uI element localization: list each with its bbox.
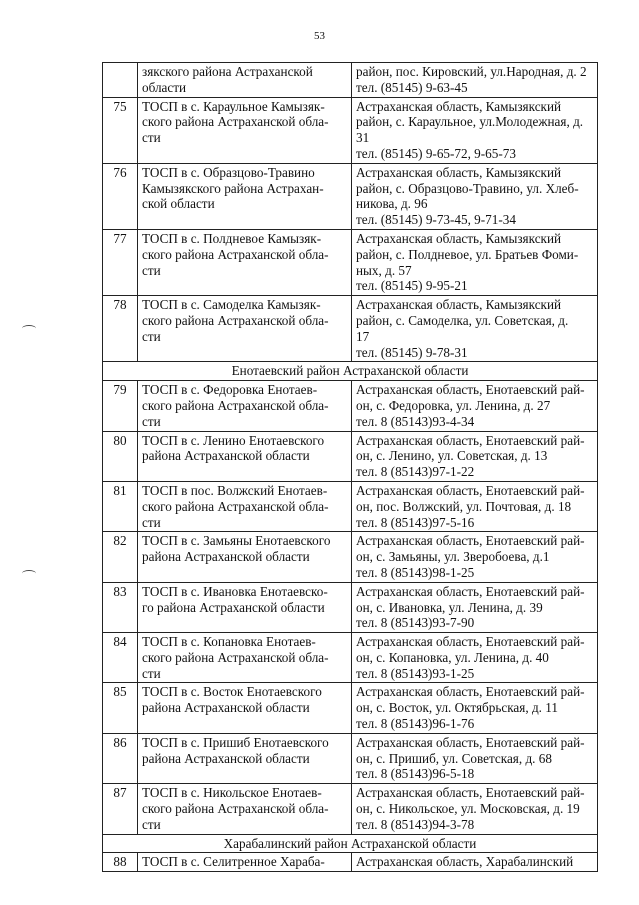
office-name-line: сти — [142, 328, 161, 344]
row-number: 79 — [103, 381, 138, 431]
address-line: Астраханская область, Енотаевский рай- — [356, 482, 585, 498]
office-name-line: сти — [142, 816, 161, 832]
section-header-row — [103, 834, 598, 853]
address-line: он, с. Федоровка, ул. Ленина, д. 27 — [356, 397, 551, 413]
office-name-line: ского района Астраханской обла- — [142, 312, 329, 328]
office-name-line: ской области — [142, 196, 215, 212]
address-line: Астраханская область, Енотаевский рай- — [356, 785, 585, 801]
office-name-line: ского района Астраханской обла- — [142, 498, 329, 514]
row-number: 78 — [103, 296, 138, 362]
office-name-cell — [138, 733, 352, 783]
address-line: тел. 8 (85143)94-3-78 — [356, 816, 475, 832]
address-line: он, с. Копановка, ул. Ленина, д. 40 — [356, 649, 549, 665]
address-cell — [352, 683, 598, 733]
address-cell — [352, 163, 598, 229]
office-name-line: ского района Астраханской обла- — [142, 397, 329, 413]
address-cell — [352, 63, 598, 98]
section-title: Енотаевский район Астраханской области — [103, 362, 598, 381]
office-name-line: ТОСП в с. Полдневое Камызяк- — [142, 230, 322, 246]
office-name-line: ТОСП в с. Копановка Енотаев- — [142, 634, 316, 650]
address-line: он, пос. Волжский, ул. Почтовая, д. 18 — [356, 498, 572, 514]
row-number: 87 — [103, 784, 138, 834]
office-name-line: района Астраханской области — [142, 750, 310, 766]
address-cell — [352, 733, 598, 783]
address-cell — [352, 633, 598, 683]
office-name-line: района Астраханской области — [142, 700, 310, 716]
row-number: 82 — [103, 532, 138, 582]
office-name-cell — [138, 431, 352, 481]
office-name-cell — [138, 784, 352, 834]
address-line: тел. (85145) 9-63-45 — [356, 79, 468, 95]
address-line: тел. 8 (85143)93-7-90 — [356, 615, 475, 631]
office-name-cell — [138, 229, 352, 295]
row-number — [103, 63, 138, 98]
office-name-cell — [138, 532, 352, 582]
office-name-line: сти — [142, 130, 161, 146]
address-cell — [352, 582, 598, 632]
table-row — [103, 229, 598, 295]
table-row — [103, 481, 598, 531]
address-cell — [352, 532, 598, 582]
row-number: 77 — [103, 229, 138, 295]
address-cell — [352, 431, 598, 481]
tosp-table — [102, 62, 598, 872]
office-name-line: ТОСП в с. Ивановка Енотаевско- — [142, 583, 328, 599]
scan-mark — [22, 570, 36, 577]
row-number: 76 — [103, 163, 138, 229]
page-number: 53 — [314, 30, 325, 42]
address-line: он, с. Ленино, ул. Советская, д. 13 — [356, 448, 548, 464]
office-name-cell — [138, 683, 352, 733]
address-line: Астраханская область, Енотаевский рай- — [356, 382, 585, 398]
address-line: ных, д. 57 — [356, 262, 412, 278]
address-line: Астраханская область, Камызякский — [356, 164, 562, 180]
address-line: район, с. Самоделка, ул. Советская, д. — [356, 312, 569, 328]
address-line: Астраханская область, Енотаевский рай- — [356, 432, 585, 448]
address-line: он, с. Замьяны, ул. Зверобоева, д.1 — [356, 549, 550, 565]
table-row — [103, 733, 598, 783]
office-name-line: ТОСП в с. Никольское Енотаев- — [142, 785, 322, 801]
office-name-line: ТОСП в с. Селитренное Хараба- — [142, 854, 325, 870]
address-line: он, с. Никольское, ул. Московская, д. 19 — [356, 801, 580, 817]
table-row — [103, 163, 598, 229]
table-row — [103, 63, 598, 98]
office-name-line: ТОСП в с. Ленино Енотаевского — [142, 432, 325, 448]
row-number: 75 — [103, 97, 138, 163]
address-cell — [352, 296, 598, 362]
office-name-line: го района Астраханской области — [142, 599, 325, 615]
address-line: район, с. Полдневое, ул. Братьев Фоми- — [356, 246, 579, 262]
address-line: он, с. Восток, ул. Октябрьская, д. 11 — [356, 700, 558, 716]
office-name-line: ского района Астраханской обла- — [142, 246, 329, 262]
table-row — [103, 683, 598, 733]
office-name-line: сти — [142, 514, 161, 530]
office-name-line: сти — [142, 413, 161, 429]
section-header-row — [103, 362, 598, 381]
address-line: Астраханская область, Харабалинский — [356, 854, 574, 870]
office-name-line: района Астраханской области — [142, 549, 310, 565]
office-name-line: ского района Астраханской обла- — [142, 801, 329, 817]
office-name-line: ского района Астраханской обла- — [142, 114, 329, 130]
office-name-cell — [138, 582, 352, 632]
address-line: тел. 8 (85143)97-1-22 — [356, 464, 475, 480]
address-line: тел. 8 (85143)93-4-34 — [356, 413, 475, 429]
office-name-cell — [138, 633, 352, 683]
office-name-line: ТОСП в пос. Волжский Енотаев- — [142, 482, 328, 498]
address-cell — [352, 381, 598, 431]
row-number: 84 — [103, 633, 138, 683]
address-line: Астраханская область, Камызякский — [356, 98, 562, 114]
table-row — [103, 532, 598, 582]
address-line: он, с. Ивановка, ул. Ленина, д. 39 — [356, 599, 543, 615]
office-name-cell — [138, 481, 352, 531]
address-cell — [352, 784, 598, 834]
row-number: 80 — [103, 431, 138, 481]
office-name-cell — [138, 381, 352, 431]
office-name-line: зякского района Астраханской — [142, 64, 313, 79]
office-name-line: ТОСП в с. Восток Енотаевского — [142, 684, 322, 700]
office-name-line: ТОСП в с. Замьяны Енотаевского — [142, 533, 331, 549]
office-name-line: области — [142, 79, 187, 95]
address-line: он, с. Пришиб, ул. Советская, д. 68 — [356, 750, 552, 766]
address-cell — [352, 97, 598, 163]
address-cell — [352, 853, 598, 872]
address-line: район, с. Образцово-Травино, ул. Хлеб- — [356, 180, 579, 196]
address-line: тел. (85145) 9-95-21 — [356, 278, 468, 294]
address-cell — [352, 229, 598, 295]
address-line: Астраханская область, Енотаевский рай- — [356, 634, 585, 650]
address-line: никова, д. 96 — [356, 196, 428, 212]
address-line: тел. 8 (85143)97-5-16 — [356, 514, 475, 530]
office-name-cell — [138, 97, 352, 163]
address-line: тел. 8 (85143)96-1-76 — [356, 716, 475, 732]
address-line: тел. 8 (85143)96-5-18 — [356, 766, 475, 782]
address-line: район, с. Караульное, ул.Молодежная, д. — [356, 114, 584, 130]
row-number: 86 — [103, 733, 138, 783]
row-number: 83 — [103, 582, 138, 632]
office-name-line: сти — [142, 665, 161, 681]
table-row — [103, 431, 598, 481]
address-line: тел. 8 (85143)98-1-25 — [356, 564, 475, 580]
office-name-line: ТОСП в с. Пришиб Енотаевского — [142, 734, 329, 750]
address-line: район, пос. Кировский, ул.Народная, д. 2 — [356, 64, 587, 79]
table-row — [103, 381, 598, 431]
office-name-line: сти — [142, 262, 161, 278]
row-number: 81 — [103, 481, 138, 531]
office-name-line: ТОСП в с. Образцово-Травино — [142, 164, 315, 180]
address-line: Астраханская область, Камызякский — [356, 230, 562, 246]
office-name-cell — [138, 163, 352, 229]
address-line: Астраханская область, Енотаевский рай- — [356, 684, 585, 700]
table-row — [103, 296, 598, 362]
table-row — [103, 633, 598, 683]
office-name-line: Камызякского района Астрахан- — [142, 180, 324, 196]
office-name-line: ского района Астраханской обла- — [142, 649, 329, 665]
row-number: 85 — [103, 683, 138, 733]
office-name-cell — [138, 63, 352, 98]
address-cell — [352, 481, 598, 531]
address-line: Астраханская область, Енотаевский рай- — [356, 583, 585, 599]
row-number: 88 — [103, 853, 138, 872]
address-line: 31 — [356, 130, 370, 146]
scan-mark — [22, 325, 36, 332]
table-row — [103, 582, 598, 632]
address-line: тел. (85145) 9-73-45, 9-71-34 — [356, 212, 516, 228]
section-title: Харабалинский район Астраханской области — [103, 834, 598, 853]
office-name-line: ТОСП в с. Караульное Камызяк- — [142, 98, 325, 114]
table-row — [103, 784, 598, 834]
address-line: тел. (85145) 9-65-72, 9-65-73 — [356, 145, 516, 161]
address-line: тел. 8 (85143)93-1-25 — [356, 665, 475, 681]
office-name-line: ТОСП в с. Федоровка Енотаев- — [142, 382, 318, 398]
table-row — [103, 853, 598, 872]
table-row — [103, 97, 598, 163]
address-line: 17 — [356, 328, 370, 344]
office-name-cell — [138, 853, 352, 872]
address-line: Астраханская область, Енотаевский рай- — [356, 533, 585, 549]
address-line: Астраханская область, Камызякский — [356, 297, 562, 313]
office-name-cell — [138, 296, 352, 362]
office-name-line: ТОСП в с. Самоделка Камызяк- — [142, 297, 321, 313]
address-line: тел. (85145) 9-78-31 — [356, 344, 468, 360]
address-line: Астраханская область, Енотаевский рай- — [356, 734, 585, 750]
office-name-line: района Астраханской области — [142, 448, 310, 464]
